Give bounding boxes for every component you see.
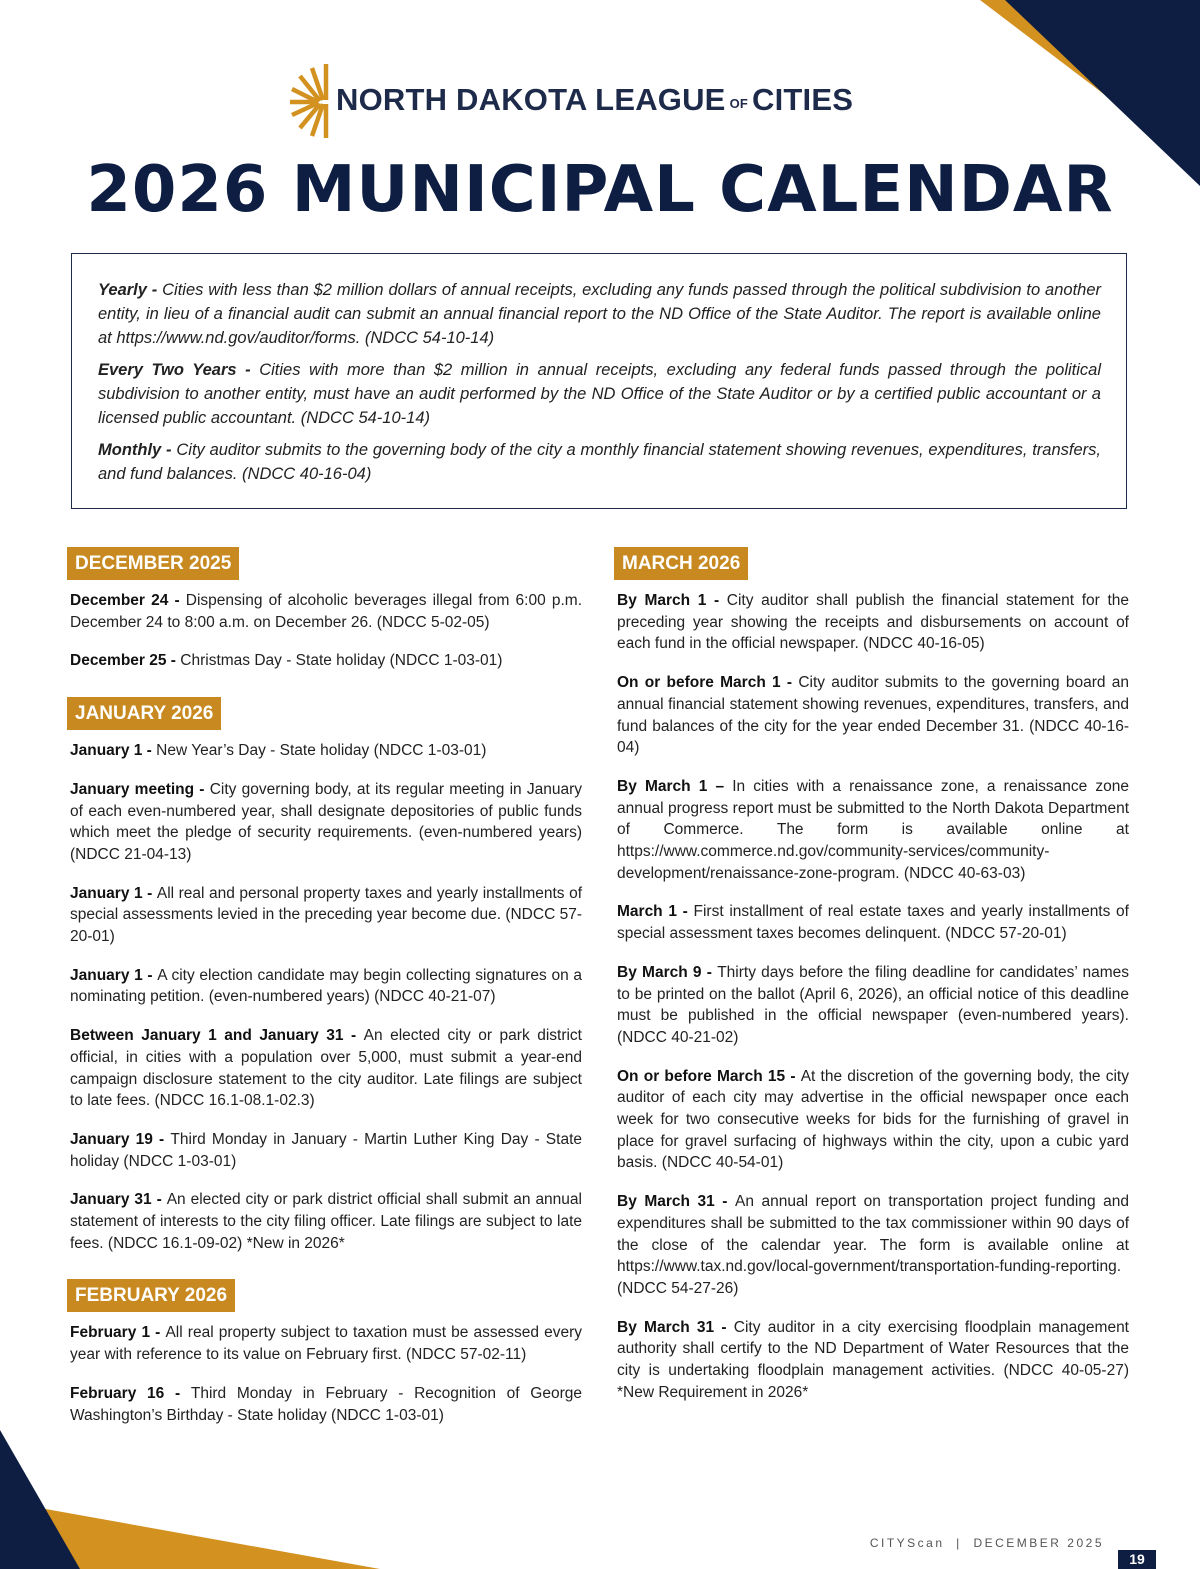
page-number: 19 xyxy=(1118,1550,1156,1569)
calendar-entry: January meeting - City governing body, at its regular meeting in January of each even-numbered year, shall designate depositories of public funds which meet the pledge of security requirements. (even-numbered years) (NDCC 21-04-13) xyxy=(70,780,583,863)
calendar-entry: On or before March 15 - At the discretion of the governing body, the city auditor of each city may advertise in the official newspaper once each week for two consecutive weeks for bids for the furnishing of gravel in place for gravel surfacing of highways within the city, upon a cubic yard basis. (NDCC 40-54-01) xyxy=(617,1067,1129,1172)
calendar-entry: Between January 1 and January 31 - An elected city or park district official, in cities with a population over 5,000, must submit a year-end campaign disclosure statement to the city auditor. Late filings are subject to late fees. (NDCC 16.1-08.1-02.3) xyxy=(70,1027,582,1110)
calendar-entry: By March 1 - City auditor shall publish the financial statement for the preceding year showing the receipts and disbursements on account of each fund in the official newspaper. (NDCC 40-16-05) xyxy=(617,592,1129,653)
calendar-entry: February 1 - All real property subject to taxation must be assessed every year with reference to its value on February first. (NDCC 57-02-11) xyxy=(70,1324,582,1364)
page-title: 2026 MUNICIPAL CALENDAR xyxy=(86,153,1114,227)
calendar-entry: By March 31 - An annual report on transportation project funding and expenditures shall be submitted to the tax commissioner within 90 days of the close of the calendar year. The form is available online at https://www.tax.nd.gov/local-government/transportation-funding-reporting. (NDCC 54-27-26) xyxy=(617,1193,1129,1297)
month-heading-december: DECEMBER 2025 xyxy=(67,547,239,580)
calendar-entry: December 24 - Dispensing of alcoholic beverages illegal from 6:00 p.m. December 24 to 8:00 a.m. on December 26. (NDCC 5-02-05) xyxy=(70,592,582,631)
calendar-entry: January 1 - All real and personal property taxes and yearly installments of special assessments levied in the preceding year become due. (NDCC 57-20-01) xyxy=(70,884,582,946)
footer-publication: CITYScan | DECEMBER 2025 xyxy=(869,1536,1104,1550)
league-logo xyxy=(290,62,890,138)
calendar-entry: By March 9 - Thirty days before the filing deadline for candidates’ names to be printed on the ballot (April 6, 2026), an official notice of this deadline must be published in the official newspaper (even-numbered years). (NDCC 40-21-02) xyxy=(617,963,1129,1046)
month-heading-february: FEBRUARY 2026 xyxy=(67,1279,235,1312)
calendar-entry: By March 31 - City auditor in a city exercising floodplain management authority shall certify to the ND Department of Water Resources that the city is undertaking floodplain management activities. (NDCC 40-05-27) *New Requirement in 2026* xyxy=(617,1318,1129,1401)
calendar-entry: January 1 - New Year’s Day - State holiday (NDCC 1-03-01) xyxy=(70,742,487,760)
logo-of: OF xyxy=(729,95,749,111)
calendar-entry: December 25 - Christmas Day - State holiday (NDCC 1-03-01) xyxy=(70,652,503,670)
sunburst-logo-icon xyxy=(290,62,334,138)
month-heading-march: MARCH 2026 xyxy=(614,547,748,580)
info-monthly: Monthly - City auditor submits to the governing body of the city a monthly financial statement showing revenues, expenditures, transfers, and fund balances. (NDCC 40-16-04) xyxy=(98,441,1101,483)
info-yearly: Yearly - Cities with less than $2 million dollars of annual receipts, excluding any funds passed through the political subdivision to another entity, in lieu of a financial audit can submit an annual financial report to the ND Office of the State Auditor. The report is available online at https://www.nd.gov/auditor/forms. (NDCC 54-10-14) xyxy=(98,281,1101,347)
right-column xyxy=(617,547,1129,1421)
audit-info-box xyxy=(71,253,1127,509)
info-every-two-years: Every Two Years - Cities with more than $2 million in annual receipts, excluding any federal funds passed through the political subdivision to another entity, must have an audit performed by the ND Office of the State Auditor or by a certified public accountant or a licensed public accountant. (NDCC 54-10-14) xyxy=(98,361,1101,427)
calendar-entry: January 19 - Third Monday in January - Martin Luther King Day - State holiday (NDCC 1-03-01) xyxy=(70,1130,582,1170)
calendar-entry: January 31 - An elected city or park district official shall submit an annual statement of interests to the city filing officer. Late filings are subject to late fees. (NDCC 16.1-09-02) *New in 2026* xyxy=(70,1191,582,1252)
month-heading-january: JANUARY 2026 xyxy=(67,697,221,730)
logo-cities: CITIES xyxy=(752,82,854,117)
calendar-entry: March 1 - First installment of real estate taxes and yearly installments of special assessment taxes becomes delinquent. (NDCC 57-20-01) xyxy=(617,903,1129,943)
calendar-entry: February 16 - Third Monday in February - Recognition of George Washington’s Birthday - State holiday (NDCC 1-03-01) xyxy=(70,1384,582,1424)
left-column xyxy=(70,547,582,1443)
logo-name: NORTH DAKOTA LEAGUE xyxy=(336,82,726,117)
calendar-entry: By March 1 – In cities with a renaissance zone, a renaissance zone annual progress report must be submitted to the North Dakota Department of Commerce. The form is available online at https://www.commerce.nd.gov/community-services/community-development/renaissance-zone-program. (NDCC 40-63-03) xyxy=(617,777,1129,882)
calendar-entry: On or before March 1 - City auditor submits to the governing board an annual financial statement showing revenues, expenditures, transfers, and fund balances of the city for the year ended December 31. (NDCC 40-16-04) xyxy=(617,674,1129,757)
bottom-left-corner-decoration xyxy=(0,1430,380,1569)
calendar-entry: January 1 - A city election candidate may begin collecting signatures on a nominating petition. (even-numbered years) (NDCC 40-21-07) xyxy=(70,966,582,1006)
